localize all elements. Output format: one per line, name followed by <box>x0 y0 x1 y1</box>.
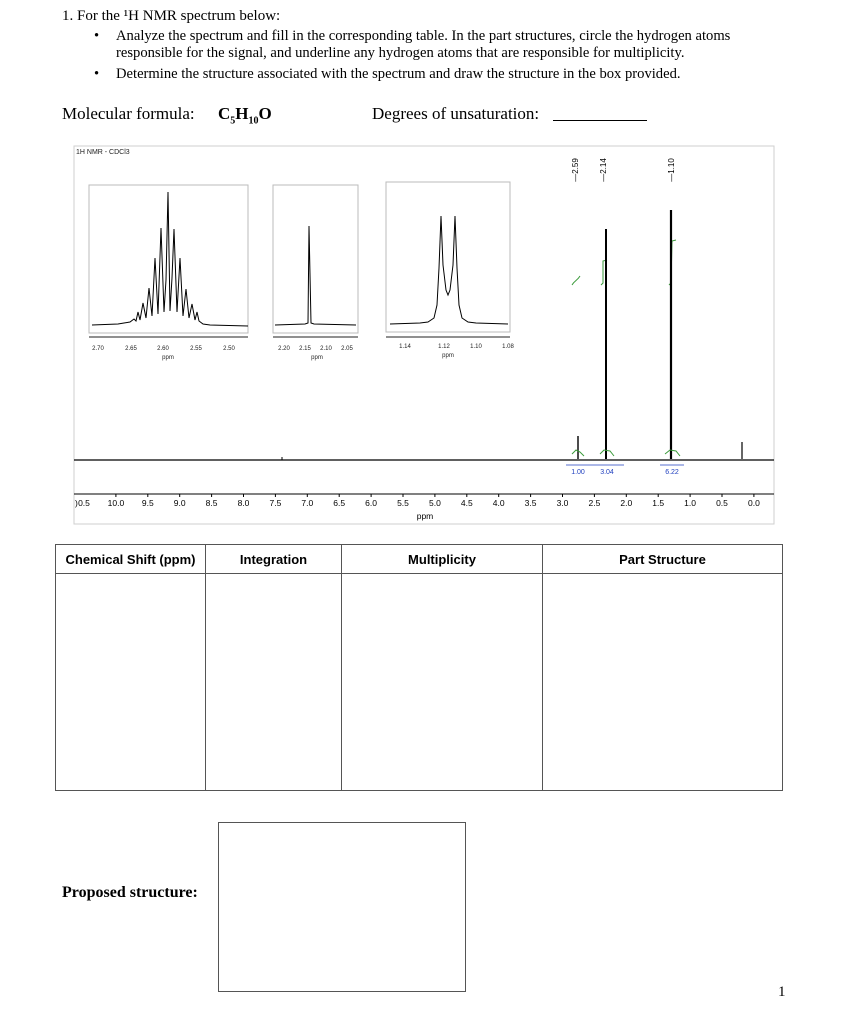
nmr-spectrum <box>0 140 855 530</box>
bullet-dot: • <box>94 28 100 44</box>
instruction-text-2: Determine the structure associated with the spectrum and draw the structure in the box provided. <box>116 66 681 82</box>
ppm-axis-tick: 8.5 <box>205 498 218 508</box>
ppm-axis-tick: 2.0 <box>620 498 633 508</box>
header-integration: Integration <box>206 545 342 574</box>
ppm-axis-tick: 5.0 <box>428 498 441 508</box>
formula-oxygen: O <box>258 104 272 123</box>
peak-label-2-14: —2.14 <box>599 158 608 182</box>
inset-3-tick: 1.08 <box>502 344 514 350</box>
inset-frame-3 <box>386 182 510 332</box>
header-chemical-shift: Chemical Shift (ppm) <box>56 545 206 574</box>
integration-value: 3.04 <box>600 469 614 476</box>
inset-3-unit: ppm <box>442 353 454 359</box>
inset-2-tick: 2.20 <box>278 346 290 352</box>
inset-1-tick: 2.70 <box>92 346 104 352</box>
header-part-structure: Part Structure <box>543 545 783 574</box>
ppm-axis-tick-first: 0.5 <box>78 498 90 508</box>
table-header-row <box>56 545 783 574</box>
integral-curve-2-59 <box>572 276 580 285</box>
ppm-axis-tick: 5.5 <box>397 498 409 508</box>
spectrum-header: 1H NMR - CDCl3 <box>76 149 130 156</box>
degrees-of-unsaturation-label: Degrees of unsaturation: <box>372 104 540 123</box>
ppm-axis-tick: 3.5 <box>524 498 537 508</box>
page-number: 1 <box>778 984 786 1000</box>
ppm-axis-tick: 0.5 <box>716 498 728 508</box>
proposed-structure-box[interactable] <box>218 822 466 992</box>
header-multiplicity: Multiplicity <box>342 545 543 574</box>
ppm-axis-tick: 6.0 <box>365 498 378 508</box>
ppm-axis-tick: 7.5 <box>269 498 282 508</box>
ppm-axis-tick: 4.0 <box>492 498 505 508</box>
inset-3-tick: 1.10 <box>470 344 482 350</box>
inset-1-tick: 2.65 <box>125 346 137 352</box>
integration-value: 1.00 <box>571 469 585 476</box>
ppm-axis-tick: 6.5 <box>333 498 346 508</box>
ppm-axis-tick: 9.0 <box>173 498 186 508</box>
inset-3-tick: 1.14 <box>399 344 411 350</box>
formula-hydrogen: H <box>235 104 249 123</box>
inset-2-tick: 2.05 <box>341 346 353 352</box>
inset-1-tick: 2.60 <box>157 346 169 352</box>
ppm-axis-tick: 4.5 <box>460 498 473 508</box>
ppm-axis-leading-char: ) <box>75 498 78 508</box>
inset-1-tick: 2.50 <box>223 346 235 352</box>
ppm-axis-tick: 10.0 <box>107 498 125 508</box>
inset-2-tick: 2.10 <box>320 346 332 352</box>
ppm-axis-tick: 1.5 <box>652 498 665 508</box>
inset-2-unit: ppm <box>311 355 323 361</box>
inset-3-tick: 1.12 <box>438 344 450 350</box>
molecular-formula-value <box>218 104 272 126</box>
inset-1-tick: 2.55 <box>190 346 202 352</box>
chemical-shift-answer-cell[interactable] <box>56 574 206 791</box>
part-structure-answer-cell[interactable] <box>543 574 783 791</box>
ppm-axis-tick: 8.0 <box>237 498 250 508</box>
peak-label-2-59: —2.59 <box>571 158 580 182</box>
nmr-analysis-table <box>55 544 783 791</box>
bullet-dot: • <box>94 66 100 82</box>
degrees-of-unsaturation-answer-line[interactable] <box>553 120 647 121</box>
ppm-axis-tick: 3.0 <box>556 498 569 508</box>
ppm-axis-label: ppm <box>416 511 434 521</box>
instruction-text-1: Analyze the spectrum and fill in the corresponding table. In the part structures, circle the hydrogen atoms responsible for the signal, and underline any hydrogen atoms that are responsible for multiplicity. <box>116 28 731 61</box>
ppm-axis-tick: 2.5 <box>588 498 601 508</box>
integration-answer-cell[interactable] <box>206 574 342 791</box>
integral-bracket-3 <box>665 450 680 456</box>
proposed-structure-label: Proposed structure: <box>62 884 198 901</box>
peak-label-1-10: —1.10 <box>667 158 676 182</box>
ppm-axis-tick: 9.5 <box>141 498 154 508</box>
ppm-axis-ticks <box>78 494 760 508</box>
formula-hydrogen-count: 10 <box>248 115 259 127</box>
inset-2-tick: 2.15 <box>299 346 311 352</box>
inset-frame-2 <box>273 185 358 333</box>
ppm-axis-tick: 1.0 <box>684 498 697 508</box>
multiplicity-answer-cell[interactable] <box>342 574 543 791</box>
ppm-axis-tick: 0.0 <box>747 498 760 508</box>
integration-value: 6.22 <box>665 469 679 476</box>
inset-1-unit: ppm <box>162 355 174 361</box>
molecular-formula-label: Molecular formula: <box>62 104 195 123</box>
ppm-axis-tick: 7.0 <box>301 498 314 508</box>
question-title: 1. For the ¹H NMR spectrum below: <box>62 8 281 24</box>
table-row <box>56 574 783 791</box>
formula-carbon: C <box>218 104 231 123</box>
formula-carbon-count: 5 <box>230 115 236 127</box>
